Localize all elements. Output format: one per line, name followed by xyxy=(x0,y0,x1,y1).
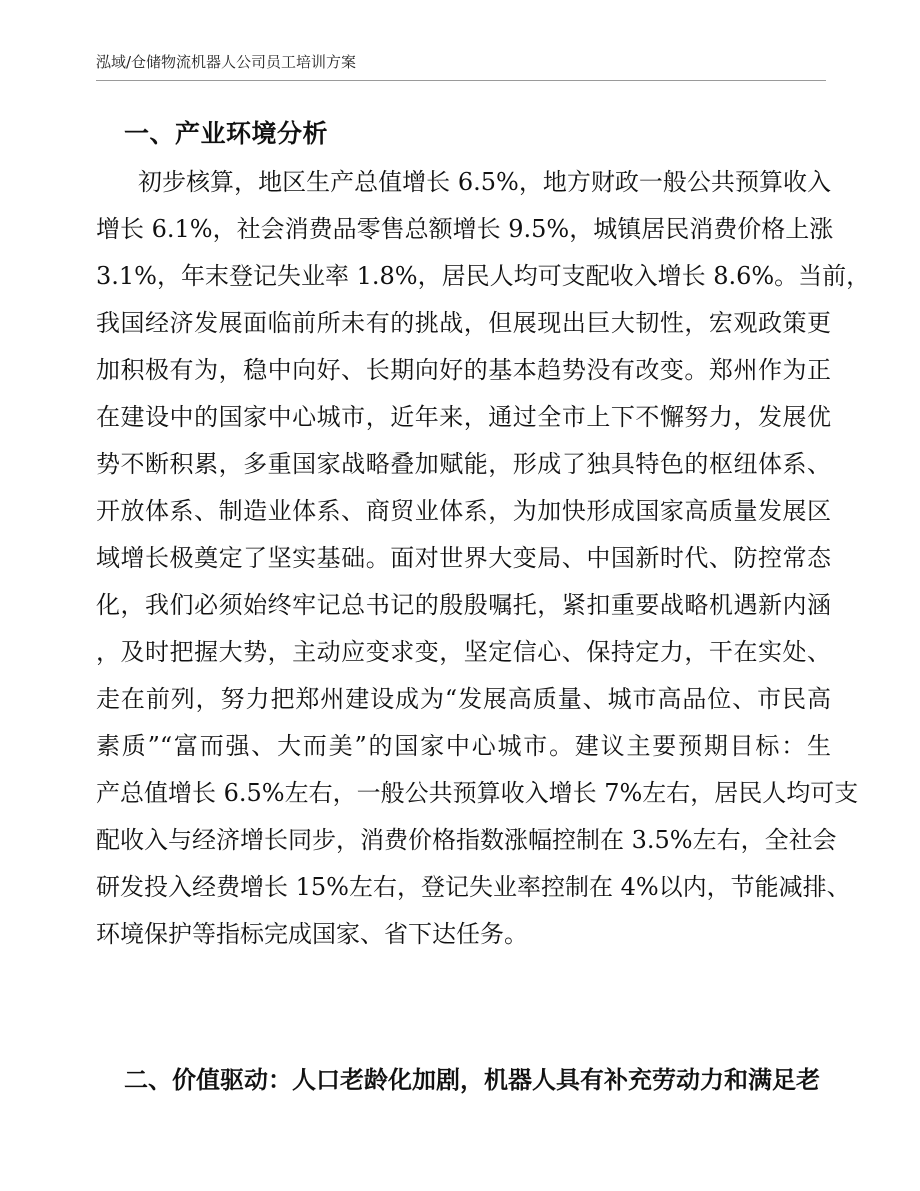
paragraph-line: ，及时把握大势，主动应变求变，坚定信心、保持定力，干在实处、 xyxy=(96,638,831,666)
paragraph-line: 在建设中的国家中心城市，近年来，通过全市上下不懈努力，发展优 xyxy=(96,403,831,431)
paragraph-line: 域增长极奠定了坚实基础。面对世界大变局、中国新时代、防控常态 xyxy=(96,544,831,572)
paragraph-line: 3.1%，年末登记失业率 1.8%，居民人均可支配收入增长 8.6%。当前， xyxy=(96,262,871,290)
paragraph-line: 我国经济发展面临前所未有的挑战，但展现出巨大韧性，宏观政策更 xyxy=(96,309,831,337)
paragraph-line: 产总值增长 6.5%左右，一般公共预算收入增长 7%左右，居民人均可支 xyxy=(96,779,859,807)
paragraph-line: 配收入与经济增长同步，消费价格指数涨幅控制在 3.5%左右，全社会 xyxy=(96,826,837,854)
header-divider xyxy=(96,80,826,81)
paragraph-line: 素质”“富而强、大而美”的国家中心城市。建议主要预期目标：生 xyxy=(96,732,831,760)
paragraph-line: 加积极有为，稳中向好、长期向好的基本趋势没有改变。郑州作为正 xyxy=(96,356,831,384)
paragraph-line: 走在前列，努力把郑州建设成为“发展高质量、城市高品位、市民高 xyxy=(96,685,831,713)
paragraph-line: 增长 6.1%，社会消费品零售总额增长 9.5%，城镇居民消费价格上涨 xyxy=(96,215,834,243)
paragraph-line: 开放体系、制造业体系、商贸业体系，为加快形成国家高质量发展区 xyxy=(96,497,831,525)
paragraph-line: 初步核算，地区生产总值增长 6.5%，地方财政一般公共预算收入 xyxy=(138,168,831,196)
section-heading-industry-environment: 一、产业环境分析 xyxy=(124,119,329,148)
paragraph-line: 化，我们必须始终牢记总书记的殷殷嘱托，紧扣重要战略机遇新内涵 xyxy=(96,591,831,619)
paragraph-line: 环境保护等指标完成国家、省下达任务。 xyxy=(96,920,528,948)
running-header: 泓域/仓储物流机器人公司员工培训方案 xyxy=(96,53,357,71)
paragraph-line: 研发投入经费增长 15%左右，登记失业率控制在 4%以内，节能减排、 xyxy=(96,873,851,901)
section-heading-value-driver: 二、价值驱动：人口老龄化加剧，机器人具有补充劳动力和满足老 xyxy=(124,1066,820,1094)
paragraph-line: 势不断积累，多重国家战略叠加赋能，形成了独具特色的枢纽体系、 xyxy=(96,450,831,478)
